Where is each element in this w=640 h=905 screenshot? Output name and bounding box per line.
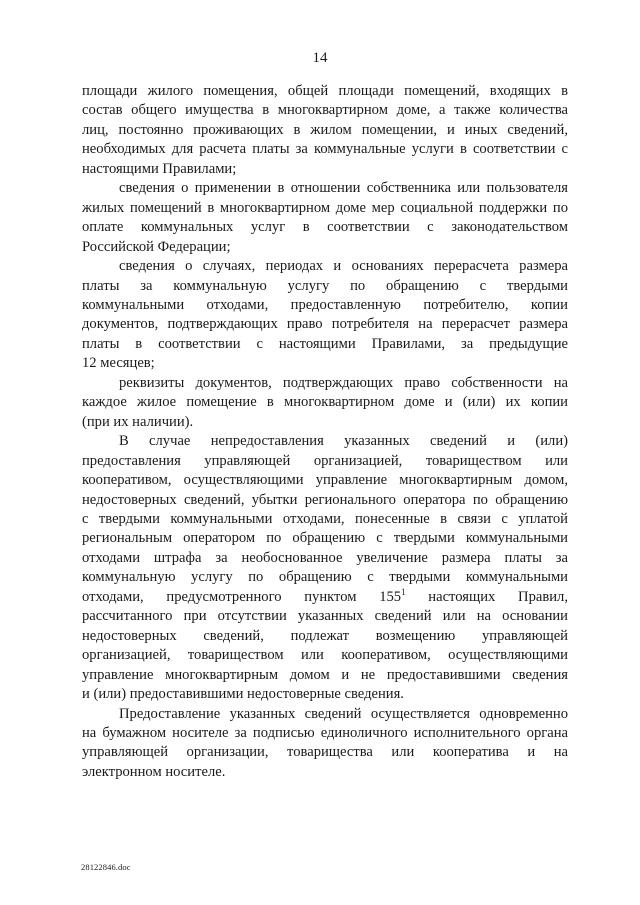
text-line: оплате коммунальных услуг в соответствии с законодательством — [82, 219, 568, 236]
text-line: коммунальную услугу по обращению с твердыми коммунальными — [82, 569, 568, 586]
footer-filename: 28122846.doc — [81, 862, 131, 872]
text-line: региональным оператором по обращению с твердыми коммунальными — [82, 530, 568, 547]
text-line: на бумажном носителе за подписью единоличного исполнительного органа — [82, 724, 568, 741]
text-line: предоставления управляющей организацией, товариществом или — [82, 452, 568, 469]
text-line: коммунальными отходами, предоставленную потребителю, копии — [82, 296, 568, 313]
paragraph — [82, 179, 568, 257]
text-fragment: настоящих Правил, — [405, 588, 568, 605]
text-line: площади жилого помещения, общей площади помещений, входящих в — [82, 83, 568, 99]
text-line: необходимых для расчета платы за коммунальные услуги в соответствии с — [82, 141, 568, 158]
text-line: с твердыми коммунальными отходами, понесенные в связи с уплатой — [82, 510, 568, 527]
text-line: Российской Федерации; — [82, 238, 231, 255]
paragraph — [82, 82, 568, 179]
text-line — [82, 588, 568, 607]
text-fragment: отходами, предусмотренного пунктом 155 — [82, 588, 402, 605]
text-line: (при их наличии). — [82, 413, 194, 430]
text-line: организацией, товариществом или кооперативом, осуществляющими — [82, 647, 568, 664]
text-line: документов, подтверждающих право потребителя на перерасчет размера — [82, 316, 568, 333]
text-line: платы за коммунальную услугу по обращению с твердыми — [82, 277, 568, 294]
paragraph — [82, 374, 568, 432]
paragraph — [82, 705, 568, 783]
text-line: Предоставление указанных сведений осуществляется одновременно — [119, 705, 568, 722]
text-line: электронном носителе. — [82, 763, 226, 780]
text-line: управляющей организации, товарищества или кооператива и на — [82, 744, 568, 761]
text-line: 12 месяцев; — [82, 355, 155, 372]
text-line: жилых помещений в многоквартирном доме мер социальной поддержки по — [82, 199, 568, 216]
text-line: кооперативом, осуществляющими управление многоквартирным домом, — [82, 472, 568, 489]
text-line: рассчитанного при отсутствии указанных сведений или на основании — [82, 608, 568, 625]
text-line: недостоверных сведений, убытки регионального оператора по обращению — [82, 491, 568, 508]
text-line: сведения о случаях, периодах и основаниях перерасчета размера — [119, 258, 568, 275]
text-line: реквизиты документов, подтверждающих право собственности на — [119, 374, 568, 391]
text-line: сведения о применении в отношении собственника или пользователя — [119, 180, 568, 197]
text-line: В случае непредоставления указанных сведений и (или) — [119, 433, 568, 450]
superscript: 1 — [401, 586, 406, 597]
text-line: платы в соответствии с настоящими Правилами, за предыдущие — [82, 335, 568, 352]
text-line: недостоверных сведений, подлежат возмещению управляющей — [82, 627, 568, 644]
paragraph — [82, 257, 568, 374]
text-line: управление многоквартирным домом и не предоставившими сведения — [82, 666, 568, 683]
text-line: состав общего имущества в многоквартирном доме, а также количества — [82, 102, 568, 119]
page-number: 14 — [312, 50, 328, 66]
paragraph — [82, 432, 568, 704]
text-line: отходами штрафа за необоснованное увеличение размера платы за — [82, 549, 568, 566]
document-body — [82, 82, 568, 782]
text-line: настоящими Правилами; — [82, 160, 237, 177]
text-line: и (или) предоставившими недостоверные сведения. — [82, 686, 404, 703]
text-line: каждое жилое помещение в многоквартирном доме и (или) их копии — [82, 394, 568, 411]
text-line: лиц, постоянно проживающих в жилом помещении, и иных сведений, — [82, 121, 568, 138]
